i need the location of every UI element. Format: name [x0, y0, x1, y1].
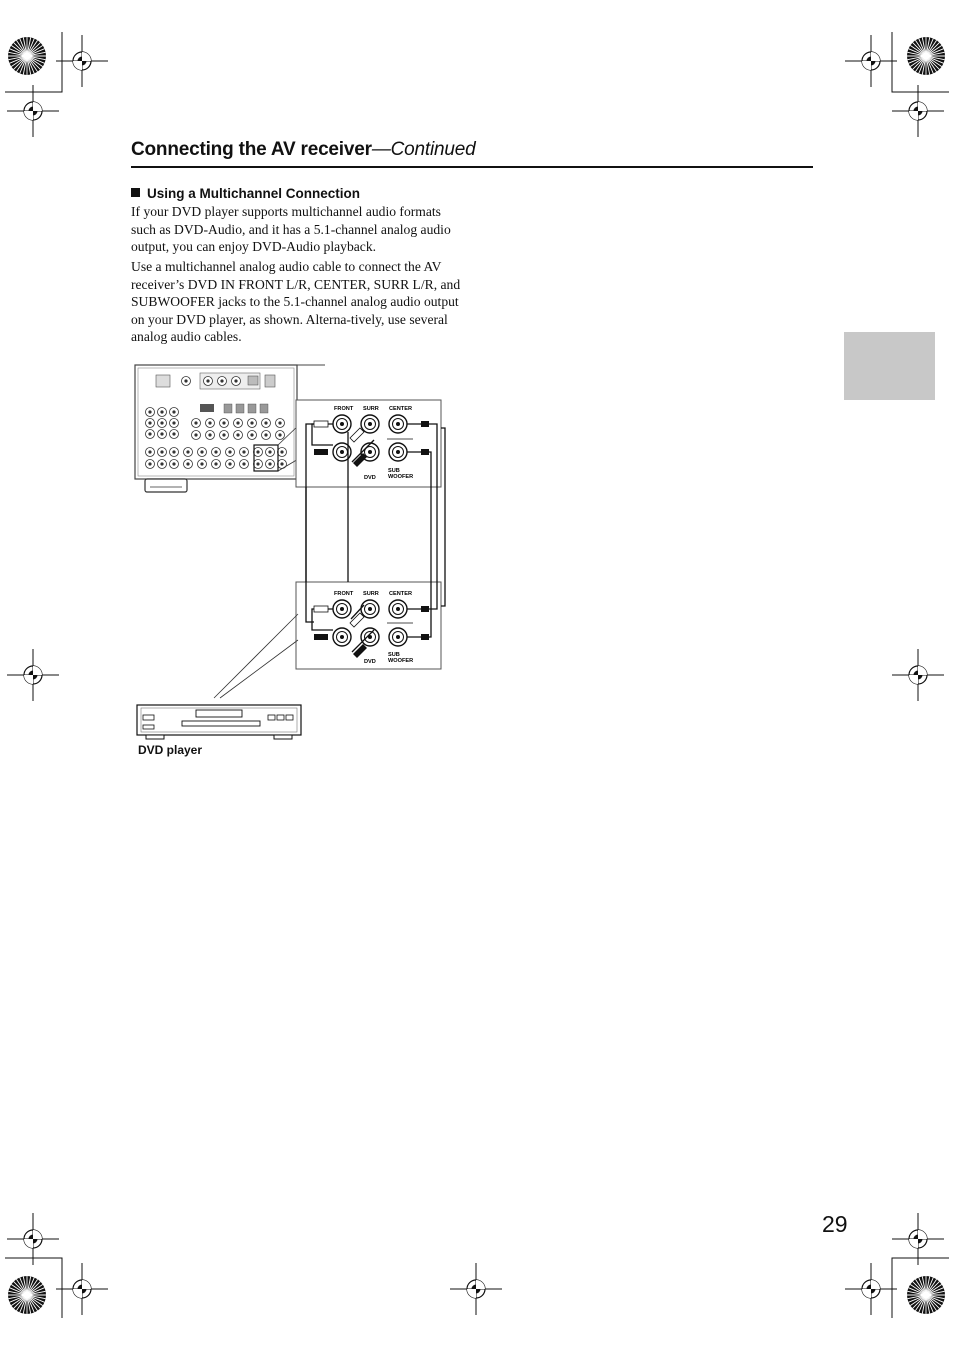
receiver-dvd-jack-panel — [296, 400, 441, 487]
jack-label-woofer: WOOFER — [388, 658, 414, 664]
dvd-player-jack-panel — [296, 582, 441, 669]
jack-label-sub: SUB — [388, 468, 400, 474]
section-heading-text: Using a Multichannel Connection — [147, 186, 361, 201]
body-paragraph-1: If your DVD player supports multichannel audio formats such as DVD-Audio, and it has a 5.1-channel analog audio output, you can enjoy DVD-Audio playback. — [131, 204, 451, 255]
jack-label-surr: SURR — [363, 591, 379, 597]
jack-label-woofer: WOOFER — [388, 474, 414, 480]
header-title-bold: Connecting the AV receiver — [131, 139, 372, 160]
jack-label-front: FRONT — [334, 406, 354, 412]
header-title-continued: —Continued — [371, 139, 476, 160]
page-number: 29 — [822, 1211, 848, 1237]
jack-label-dvd: DVD — [364, 659, 376, 665]
jack-label-sub: SUB — [388, 652, 400, 658]
jack-label-center: CENTER — [389, 406, 412, 412]
body-paragraph-2: Use a multichannel analog audio cable to connect the AV receiver’s DVD IN FRONT L/R, CENTER, SURR L/R, and SUBWOOFER jacks to the 5.1-channel analog audio output on your DVD player, as shown. Alterna-tively, use several analog audio cables. — [131, 259, 461, 345]
jack-label-front: FRONT — [334, 591, 354, 597]
jack-label-surr: SURR — [363, 406, 379, 412]
dvd-player-label: DVD player — [138, 743, 203, 757]
jack-label-dvd: DVD — [364, 475, 376, 481]
dvd-player-device — [137, 705, 301, 739]
jack-label-center: CENTER — [389, 591, 412, 597]
